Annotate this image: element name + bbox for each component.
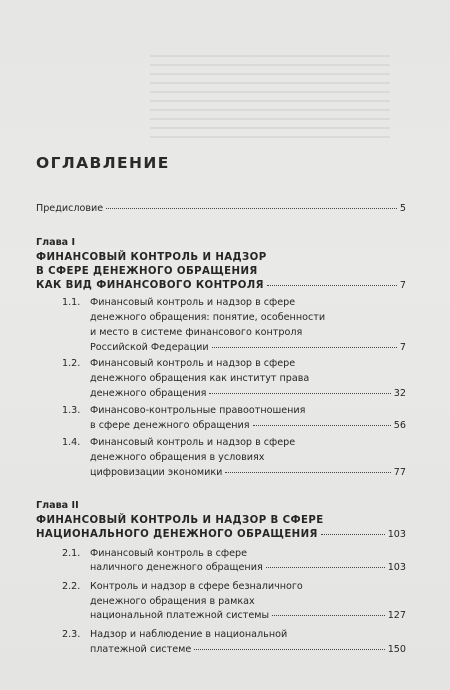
section-title-line: Финансовый контроль и надзор в сфере xyxy=(90,297,296,308)
leader-dots xyxy=(272,615,385,616)
section-number: 1.3. xyxy=(62,405,81,416)
section-number: 1.4. xyxy=(62,437,81,448)
chapter-title-line: КАК ВИД ФИНАНСОВОГО КОНТРОЛЯ xyxy=(36,280,264,291)
section-title-line: денежного обращения как институт права xyxy=(90,373,310,384)
leader-dots xyxy=(212,347,397,348)
chapter-label: Глава I xyxy=(36,237,76,248)
section-title-line: платежной системе xyxy=(90,644,192,655)
section-last-line xyxy=(90,610,406,621)
section-last-line xyxy=(90,562,406,573)
chapter-title-line: В СФЕРЕ ДЕНЕЖНОГО ОБРАЩЕНИЯ xyxy=(36,266,258,277)
section-title-line: национальной платежной системы xyxy=(90,610,270,621)
leader-dots xyxy=(209,393,390,394)
section-number: 1.1. xyxy=(62,297,81,308)
chapter-label: Глава II xyxy=(36,500,79,511)
section-last-line xyxy=(90,644,406,655)
section-number: 2.2. xyxy=(62,581,81,592)
leader-dots xyxy=(253,425,391,426)
section-title-line: наличного денежного обращения xyxy=(90,562,263,573)
toc-heading: ОГЛАВЛЕНИЕ xyxy=(36,154,170,172)
section-number: 1.2. xyxy=(62,358,81,369)
preface-entry xyxy=(36,203,406,214)
leader-dots xyxy=(266,567,385,568)
section-last-line xyxy=(90,342,406,353)
page-number: 5 xyxy=(399,203,406,214)
page-number: 7 xyxy=(399,342,406,353)
section-title-line: и место в системе финансового контроля xyxy=(90,327,303,338)
chapter-title-line: ФИНАНСОВЫЙ КОНТРОЛЬ И НАДЗОР xyxy=(36,252,267,263)
section-title-line: денежного обращения в условиях xyxy=(90,452,265,463)
section-title-line: Финансовый контроль и надзор в сфере xyxy=(90,358,296,369)
chapter-title-last-line xyxy=(36,529,406,540)
chapter-title-last-line xyxy=(36,280,406,291)
page-number: 77 xyxy=(393,467,406,478)
section-title-line: Финансовый контроль и надзор в сфере xyxy=(90,437,296,448)
chapter-title-line: ФИНАНСОВЫЙ КОНТРОЛЬ И НАДЗОР В СФЕРЕ xyxy=(36,515,324,526)
page-number: 56 xyxy=(393,420,406,431)
page-number: 127 xyxy=(387,610,406,621)
page-number: 7 xyxy=(399,280,406,291)
page-number: 103 xyxy=(387,562,406,573)
section-title-line: денежного обращения xyxy=(90,388,207,399)
section-number: 2.1. xyxy=(62,548,81,559)
leader-dots xyxy=(267,285,397,286)
leader-dots xyxy=(106,208,397,209)
section-last-line xyxy=(90,420,406,431)
leader-dots xyxy=(194,649,384,650)
section-title-line: Российской Федерации xyxy=(90,342,209,353)
preface-label: Предисловие xyxy=(36,203,104,214)
section-title-line: цифровизации экономики xyxy=(90,467,223,478)
section-title-line: в сфере денежного обращения xyxy=(90,420,250,431)
leader-dots xyxy=(225,472,390,473)
leader-dots xyxy=(321,534,385,535)
chapter-title-line: НАЦИОНАЛЬНОГО ДЕНЕЖНОГО ОБРАЩЕНИЯ xyxy=(36,529,318,540)
section-title-line: Финансово-контрольные правоотношения xyxy=(90,405,306,416)
section-last-line xyxy=(90,388,406,399)
section-title-line: денежного обращения: понятие, особенности xyxy=(90,312,326,323)
section-last-line xyxy=(90,467,406,478)
page-number: 150 xyxy=(387,644,406,655)
section-title-line: Финансовый контроль в сфере xyxy=(90,548,247,559)
section-title-line: Надзор и наблюдение в национальной xyxy=(90,629,288,640)
section-title-line: денежного обращения в рамках xyxy=(90,596,255,607)
section-title-line: Контроль и надзор в сфере безналичного xyxy=(90,581,303,592)
show-through-text xyxy=(150,55,390,145)
section-number: 2.3. xyxy=(62,629,81,640)
page-number: 32 xyxy=(393,388,406,399)
page-number: 103 xyxy=(387,529,406,540)
